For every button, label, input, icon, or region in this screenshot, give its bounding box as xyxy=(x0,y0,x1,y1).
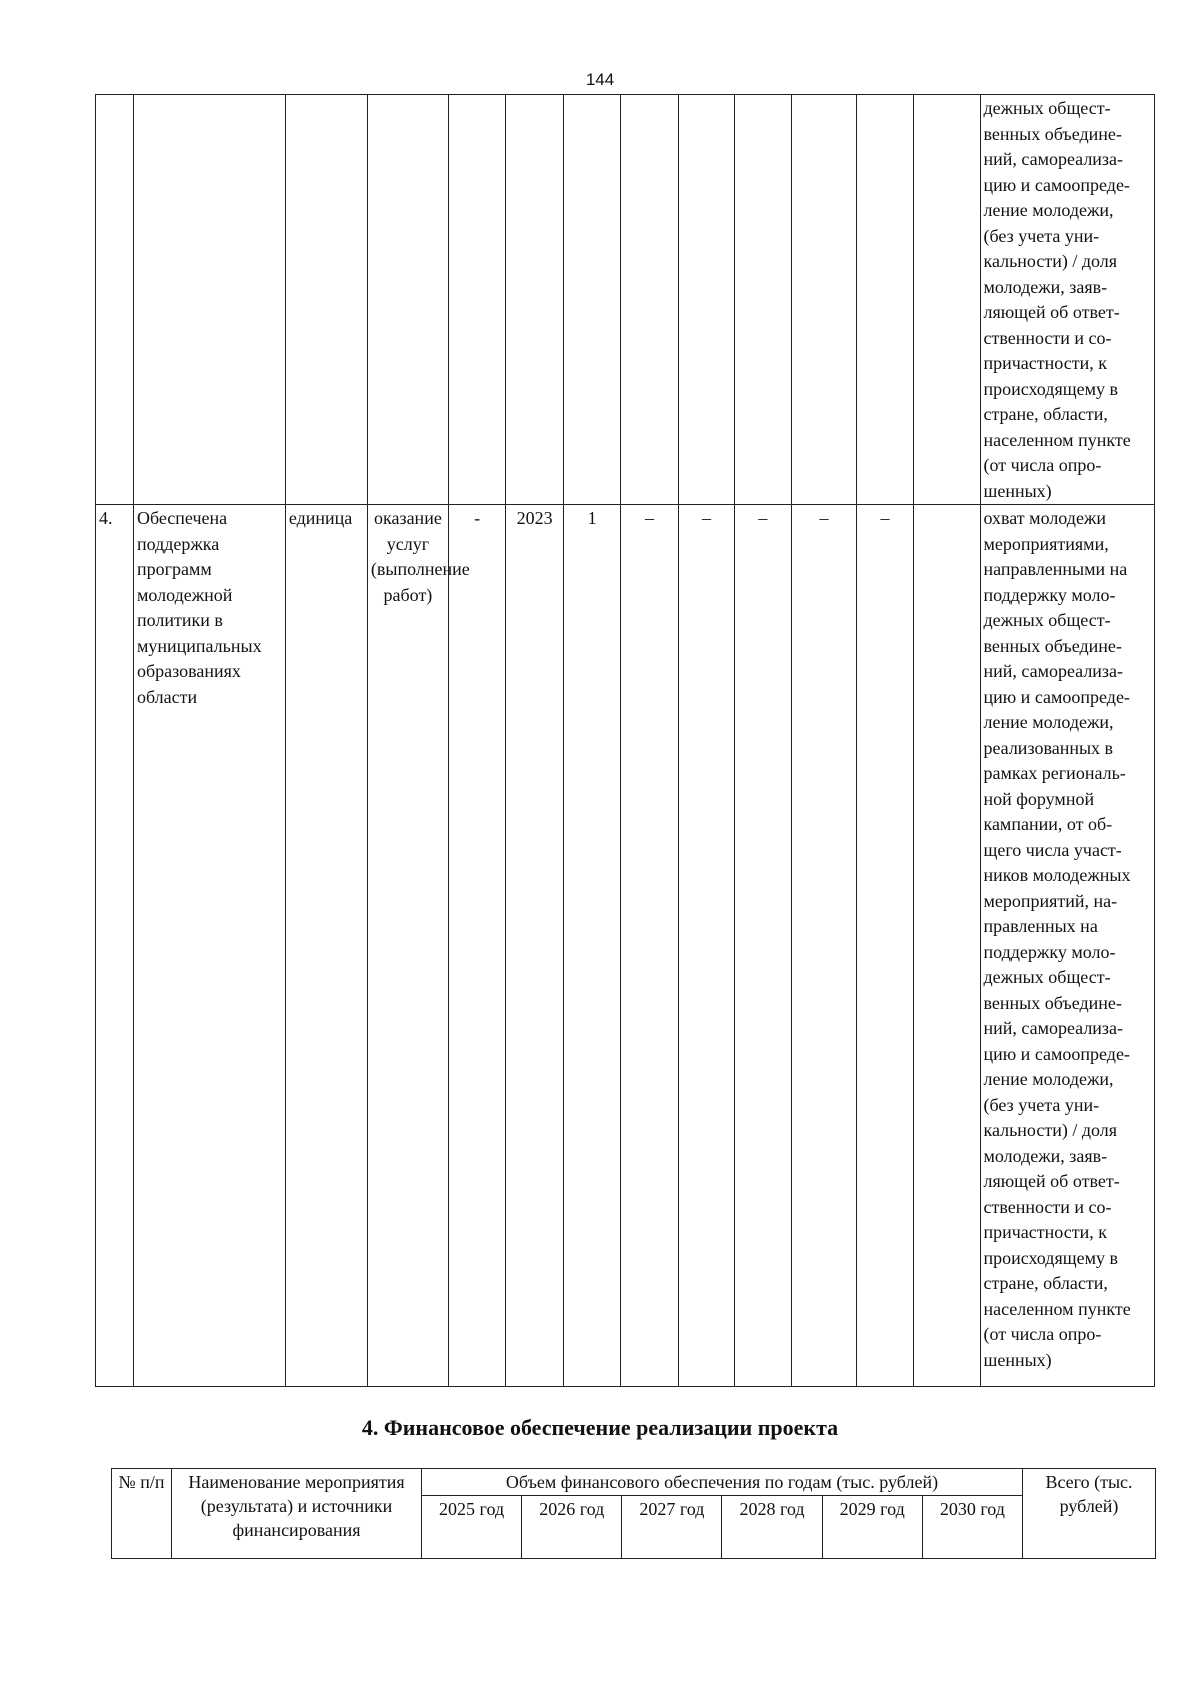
result-name-cell: Обеспечена поддержка программ молодежной политики в муниципальных образованиях области xyxy=(133,505,285,1387)
table-cell xyxy=(285,95,367,505)
finance-table xyxy=(111,1468,1156,1559)
base-value-cell: - xyxy=(448,505,505,1387)
table-cell xyxy=(913,505,981,1387)
table-cell xyxy=(621,95,678,505)
table-cell xyxy=(857,95,913,505)
year-value-cell: – xyxy=(678,505,734,1387)
header-volume: Объем финансового обеспечения по годам (тыс. рублей) xyxy=(422,1469,1023,1496)
table-header-row xyxy=(112,1469,1156,1496)
indicator-description-cell: дежных общест- венных объедине- ний, самореализа- цию и самоопреде- ление молодежи, (без учета уни- кальности) / доля молодежи, заяв- ляющей об ответ- ственности и со- причастности, к происходящему в стране, области, населенном пункте (от числа опро- шенных) xyxy=(981,95,1155,505)
table-cell xyxy=(133,95,285,505)
year-value-cell: – xyxy=(857,505,913,1387)
table-cell xyxy=(913,95,981,505)
header-number: № п/п xyxy=(112,1469,172,1559)
row-number-cell: 4. xyxy=(96,505,134,1387)
header-year: 2030 год xyxy=(922,1496,1022,1559)
header-name: Наименование мероприятия (результата) и источники финансирования xyxy=(172,1469,422,1559)
result-type-cell: оказание услуг (выполнение работ) xyxy=(367,505,448,1387)
header-year: 2028 год xyxy=(722,1496,822,1559)
table-cell xyxy=(96,95,134,505)
year-value-cell: 1 xyxy=(563,505,620,1387)
project-results-table xyxy=(95,94,1155,1387)
header-year: 2029 год xyxy=(822,1496,922,1559)
table-cell xyxy=(367,95,448,505)
table-cell xyxy=(678,95,734,505)
table-row xyxy=(96,505,1155,1387)
table-cell xyxy=(735,95,791,505)
base-year-cell: 2023 xyxy=(506,505,563,1387)
unit-cell: единица xyxy=(285,505,367,1387)
header-year: 2027 год xyxy=(622,1496,722,1559)
page-number: 144 xyxy=(585,70,615,89)
table-cell xyxy=(563,95,620,505)
table-cell xyxy=(506,95,563,505)
year-value-cell: – xyxy=(621,505,678,1387)
table-cell xyxy=(791,95,857,505)
indicator-description-cell: охват молодежи мероприятиями, направленными на поддержку моло- дежных общест- венных объедине- ний, самореализа- цию и самоопреде- ление молодежи, реализованных в рамках региональ- ной форумной кампании, от об- щего числа участ- ников молодежных мероприятий, на- правленных на поддержку моло- дежных общест- венных объедине- ний, самореализа- цию и самоопреде- ление молодежи, (без учета уни- кальности) / доля молодежи, заяв- ляющей об ответ- ственности и со- причастности, к происходящему в стране, области, населенном пункте (от числа опро- шенных) xyxy=(981,505,1155,1387)
section-heading: 4. Финансовое обеспечение реализации проекта xyxy=(361,1415,839,1440)
year-value-cell: – xyxy=(791,505,857,1387)
year-value-cell: – xyxy=(735,505,791,1387)
header-total: Всего (тыс. рублей) xyxy=(1023,1469,1156,1559)
table-row xyxy=(96,95,1155,505)
header-year: 2026 год xyxy=(522,1496,622,1559)
header-year: 2025 год xyxy=(422,1496,522,1559)
table-cell xyxy=(448,95,505,505)
